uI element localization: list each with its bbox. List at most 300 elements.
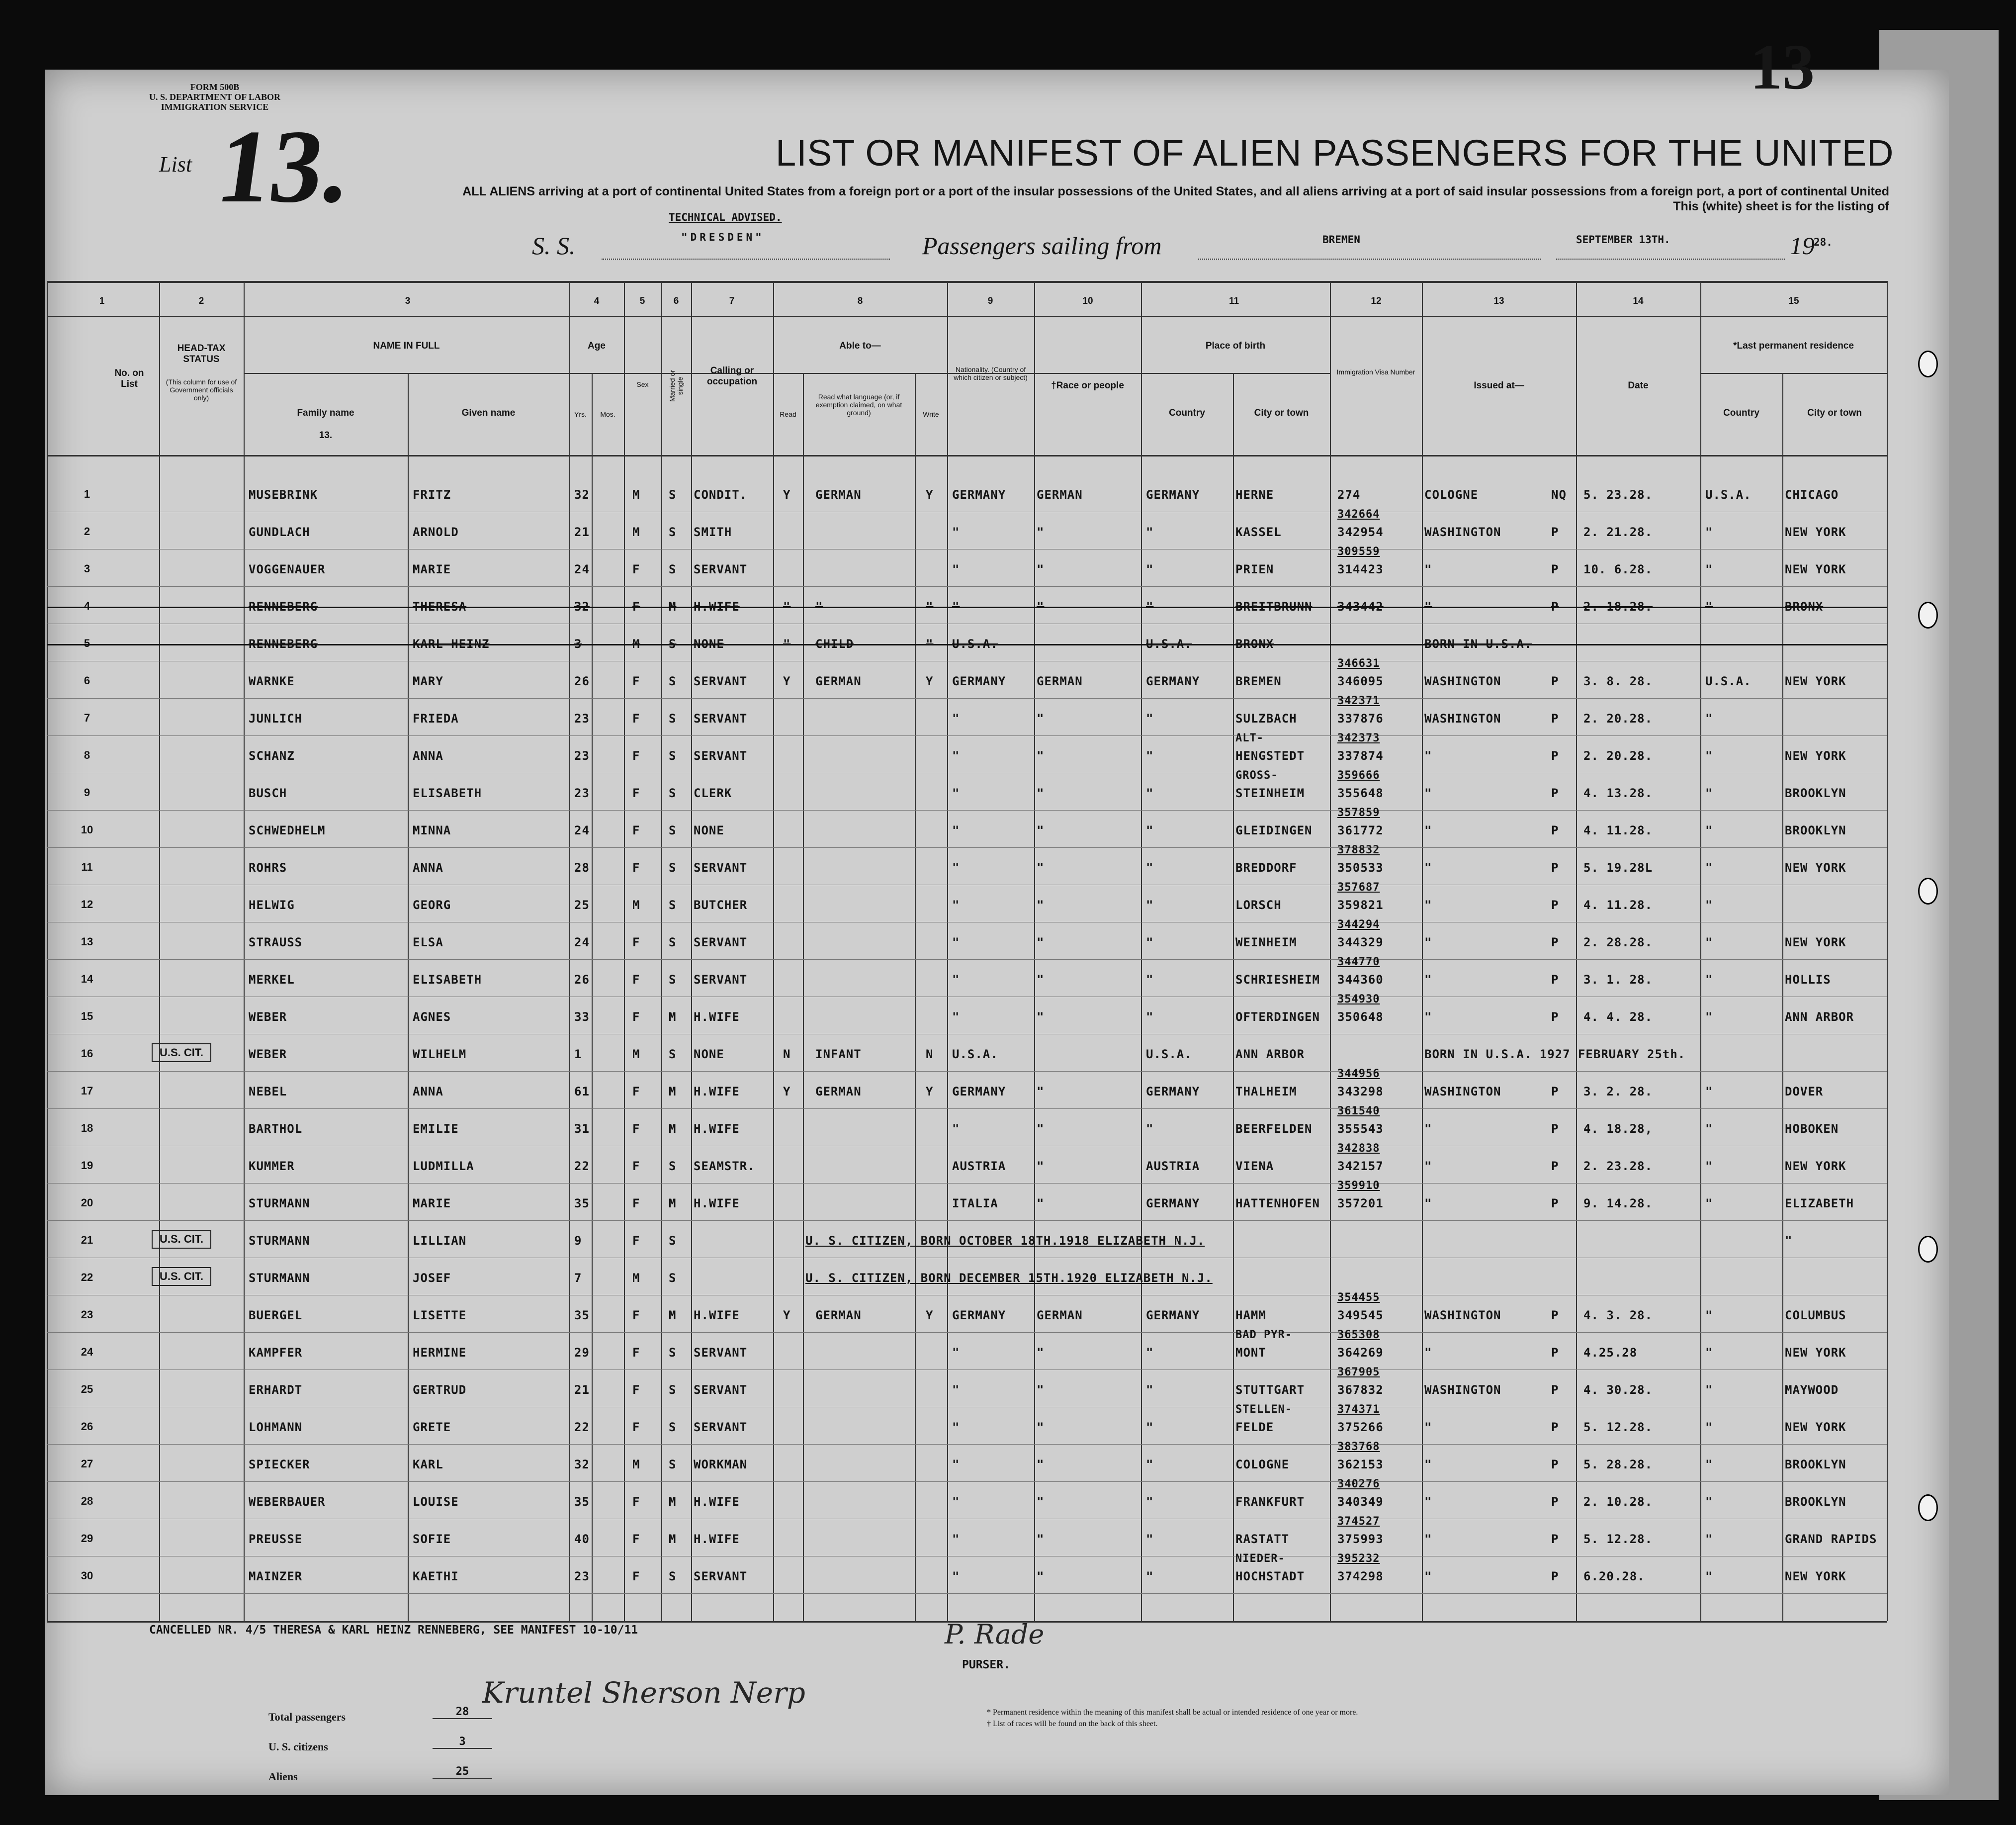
cell-race: GERMAN: [1037, 488, 1083, 502]
hdr-res-city: City or town: [1807, 408, 1862, 418]
cell-calling: H.WIFE: [694, 600, 740, 614]
cell-given: FRITZ: [413, 488, 451, 502]
cell-city: OFTERDINGEN: [1235, 1010, 1320, 1024]
punch-hole: [1918, 602, 1938, 629]
table-row: [47, 475, 1887, 512]
cell-date: 4. 11.28.: [1583, 823, 1653, 837]
res-subheader-rule: [1700, 373, 1887, 374]
cell-ms: M: [669, 1308, 677, 1322]
cell-calling: SERVANT: [694, 861, 748, 875]
colnum: 2: [198, 296, 204, 306]
cell-visa-top: 344294: [1337, 918, 1380, 931]
corner-list-number: 13: [1750, 31, 1815, 103]
cell-read: Y: [783, 1308, 791, 1322]
cell-date: 4. 30.28.: [1583, 1383, 1653, 1397]
port-underline: [1198, 259, 1541, 260]
cell-res-city: BROOKLYN: [1785, 1495, 1846, 1509]
cell-country: ": [1146, 1383, 1154, 1397]
cell-date: 3. 1. 28.: [1583, 973, 1653, 987]
cell-city: VIENA: [1235, 1159, 1274, 1173]
cell-ms: S: [669, 525, 677, 539]
cell-country: ": [1146, 1122, 1154, 1136]
cell-res-city: BRONX: [1785, 600, 1824, 614]
cell-nq: NQ: [1551, 488, 1567, 502]
cell-date: 4. 4. 28.: [1583, 1010, 1653, 1024]
cell-sex: M: [632, 488, 640, 502]
cell-visa: 375266: [1337, 1420, 1384, 1434]
cell-ms: S: [669, 935, 677, 949]
cell-family: PREUSSE: [249, 1532, 303, 1546]
cell-sex: F: [632, 712, 640, 726]
cell-sex: M: [632, 1047, 640, 1061]
cell-nat: ": [952, 1420, 960, 1434]
cell-res-country: ": [1705, 861, 1713, 875]
hdr-nationality: Nationality. (Country of which citizen or subject): [954, 365, 1028, 381]
cell-nq: P: [1551, 1122, 1559, 1136]
cell-visa-top: 346631: [1337, 657, 1380, 670]
cell-date: 4. 3. 28.: [1583, 1308, 1653, 1322]
cell-res-country: ": [1705, 525, 1713, 539]
cell-res-city: ELIZABETH: [1785, 1196, 1854, 1210]
cell-country: ": [1146, 1346, 1154, 1360]
cell-res-country: ": [1705, 1159, 1713, 1173]
cell-date: 2. 21.28.: [1583, 525, 1653, 539]
cell-city: RASTATT: [1235, 1532, 1290, 1546]
cell-visa: 343298: [1337, 1085, 1384, 1098]
table-row: [47, 1068, 1887, 1109]
cell-city: BREMEN: [1235, 674, 1282, 688]
cell-country: U.S.A.: [1146, 1047, 1192, 1061]
cell-ms: S: [669, 1047, 677, 1061]
cell-given: AGNES: [413, 1010, 451, 1024]
hdr-given-name: Given name: [461, 408, 516, 418]
cell-visa: 364269: [1337, 1346, 1384, 1360]
cell-nat: GERMANY: [952, 1308, 1006, 1322]
cell-res-country: ": [1705, 1383, 1713, 1397]
colnum: 12: [1371, 296, 1382, 306]
table-row: [47, 508, 1887, 549]
cell-city-top: NIEDER-: [1235, 1552, 1285, 1565]
cell-res-city: NEW YORK: [1785, 935, 1846, 949]
cell-city: STEINHEIM: [1235, 786, 1305, 800]
cell-write: Y: [926, 1308, 934, 1322]
cell-race: GERMAN: [1037, 1308, 1083, 1322]
cell-nat: ": [952, 935, 960, 949]
cell-lang: GERMAN: [815, 674, 862, 688]
row-number: 6: [84, 674, 90, 687]
birth-subheader-rule: [1141, 373, 1330, 374]
cell-city: SULZBACH: [1235, 712, 1297, 726]
cell-race: ": [1037, 935, 1045, 949]
cancelled-note: CANCELLED NR. 4/5 THERESA & KARL HEINZ RENNEBERG, SEE MANIFEST 10-10/11: [149, 1624, 638, 1637]
cell-city: GLEIDINGEN: [1235, 823, 1313, 837]
cell-res-country: ": [1705, 1346, 1713, 1360]
cell-res-city: DOVER: [1785, 1085, 1824, 1098]
cell-nat: ": [952, 1122, 960, 1136]
cell-family: MAINZER: [249, 1569, 303, 1583]
cell-calling: CLERK: [694, 786, 732, 800]
cell-sex: F: [632, 674, 640, 688]
cell-issued: ": [1424, 1346, 1432, 1360]
cell-ms: S: [669, 1569, 677, 1583]
cell-age: 32: [574, 1458, 590, 1471]
cell-nq: P: [1551, 823, 1559, 837]
colnum: 8: [857, 296, 863, 306]
row-number: 20: [81, 1196, 93, 1209]
row-number: 17: [81, 1085, 93, 1097]
cell-date: 4. 11.28.: [1583, 898, 1653, 912]
cell-lang: ": [815, 600, 823, 614]
cell-res-country: ": [1705, 1010, 1713, 1024]
cell-visa: 346095: [1337, 674, 1384, 688]
cell-sex: M: [632, 637, 640, 651]
cell-nq: P: [1551, 898, 1559, 912]
cell-age: 7: [574, 1271, 582, 1285]
cell-sex: F: [632, 823, 640, 837]
row-number: 16: [81, 1047, 93, 1060]
cell-family: MUSEBRINK: [249, 488, 318, 502]
cell-nq: P: [1551, 600, 1559, 614]
cell-calling: SERVANT: [694, 1346, 748, 1360]
cell-calling: H.WIFE: [694, 1308, 740, 1322]
cell-issued: WASHINGTON: [1424, 674, 1501, 688]
cell-calling: SERVANT: [694, 935, 748, 949]
cell-lang: GERMAN: [815, 488, 862, 502]
cell-issued: ": [1424, 823, 1432, 837]
cell-issued: ": [1424, 1196, 1432, 1210]
cell-city-top: ALT-: [1235, 732, 1264, 744]
cell-nq: P: [1551, 1159, 1559, 1173]
cell-given: THERESA: [413, 600, 467, 614]
cell-visa-top: 367905: [1337, 1366, 1380, 1378]
hdr-sex: Sex: [636, 380, 649, 388]
cell-nq: P: [1551, 1532, 1559, 1546]
cell-country: ": [1146, 749, 1154, 763]
cell-sex: F: [632, 1196, 640, 1210]
us-citizen-stamp: U.S. CIT.: [152, 1230, 211, 1249]
cell-issued: BORN IN U.S.A. 1927 FEBRUARY 25th.: [1424, 1047, 1686, 1061]
row-number: 24: [81, 1346, 93, 1358]
cell-visa: 349545: [1337, 1308, 1384, 1322]
table-row: [47, 1142, 1887, 1184]
cell-family: STURMANN: [249, 1196, 310, 1210]
cell-res-country: ": [1705, 1458, 1713, 1471]
cell-age: 25: [574, 898, 590, 912]
cell-nq: P: [1551, 1196, 1559, 1210]
cell-issued: WASHINGTON: [1424, 525, 1501, 539]
cell-ms: S: [669, 712, 677, 726]
cell-age: 40: [574, 1532, 590, 1546]
total-label: Total passengers: [268, 1711, 346, 1723]
cell-ms: S: [669, 637, 677, 651]
row-number: 1: [84, 488, 90, 500]
cell-res-country: ": [1705, 973, 1713, 987]
table-row: [47, 1329, 1887, 1370]
cell-country: ": [1146, 562, 1154, 576]
cell-family: MERKEL: [249, 973, 295, 987]
cell-ms: S: [669, 749, 677, 763]
table-row: [47, 657, 1887, 699]
cell-visa: 362153: [1337, 1458, 1384, 1471]
citizens-value: 3: [433, 1735, 492, 1749]
cell-date: 3. 8. 28.: [1583, 674, 1653, 688]
cell-issued: ": [1424, 600, 1432, 614]
cell-family: WEBER: [249, 1010, 287, 1024]
cell-family: KAMPFER: [249, 1346, 303, 1360]
cell-country: U.S.A.: [1146, 637, 1192, 651]
cell-race: ": [1037, 1495, 1045, 1509]
cell-res-city: NEW YORK: [1785, 861, 1846, 875]
cell-sex: F: [632, 1010, 640, 1024]
cell-given: WILHELM: [413, 1047, 467, 1061]
cell-issued: ": [1424, 935, 1432, 949]
cell-issued: ": [1424, 749, 1432, 763]
cell-res-city: HOLLIS: [1785, 973, 1831, 987]
cell-issued: ": [1424, 1532, 1432, 1546]
cell-family: RENNEBERG: [249, 600, 318, 614]
cell-res-city: BROOKLYN: [1785, 786, 1846, 800]
cell-family: ERHARDT: [249, 1383, 303, 1397]
hdr-city: City or town: [1254, 408, 1309, 418]
table-row: [47, 695, 1887, 736]
cell-country: GERMANY: [1146, 488, 1200, 502]
cell-given: ANNA: [413, 749, 443, 763]
cell-visa: 357201: [1337, 1196, 1384, 1210]
cell-race: ": [1037, 1420, 1045, 1434]
cell-given: GEORG: [413, 898, 451, 912]
row-number: 29: [81, 1532, 93, 1545]
cell-sex: F: [632, 1159, 640, 1173]
cell-sex: F: [632, 1495, 640, 1509]
cell-issued: WASHINGTON: [1424, 1308, 1501, 1322]
colnum: 15: [1788, 296, 1799, 306]
cell-issued: WASHINGTON: [1424, 1085, 1501, 1098]
cell-ms: M: [669, 1495, 677, 1509]
cell-nat: GERMANY: [952, 674, 1006, 688]
cell-age: 32: [574, 488, 590, 502]
cell-race: ": [1037, 1532, 1045, 1546]
cell-res-country: ": [1705, 823, 1713, 837]
cell-sex: F: [632, 786, 640, 800]
hdr-family-name: Family name: [297, 408, 354, 418]
cell-given: ANNA: [413, 1085, 443, 1098]
table-row: [47, 1105, 1887, 1146]
cell-city: BREDDORF: [1235, 861, 1297, 875]
cell-sex: M: [632, 898, 640, 912]
punch-hole: [1918, 1494, 1938, 1521]
aliens-label: Aliens: [268, 1770, 298, 1783]
cell-family: STRAUSS: [249, 935, 303, 949]
cell-family: BUSCH: [249, 786, 287, 800]
cell-calling: H.WIFE: [694, 1085, 740, 1098]
colnum: 13: [1493, 296, 1504, 306]
cell-city-top: STELLEN-: [1235, 1403, 1292, 1416]
cell-family: STURMANN: [249, 1234, 310, 1248]
cell-given: LUDMILLA: [413, 1159, 474, 1173]
cell-date: 5. 23.28.: [1583, 488, 1653, 502]
cell-ms: M: [669, 1532, 677, 1546]
cell-sex: F: [632, 749, 640, 763]
cell-res-city: NEW YORK: [1785, 1420, 1846, 1434]
cell-city-top: GROSS-: [1235, 769, 1278, 782]
citizen-note: U. S. CITIZEN, BORN DECEMBER 15TH.1920 ELIZABETH N.J.: [805, 1271, 1213, 1285]
cell-ms: S: [669, 786, 677, 800]
cell-res-country: ": [1705, 1532, 1713, 1546]
cell-issued: ": [1424, 898, 1432, 912]
cell-date: 2. 28.28.: [1583, 935, 1653, 949]
cell-calling: WORKMAN: [694, 1458, 748, 1471]
cell-nq: P: [1551, 786, 1559, 800]
cell-lang: INFANT: [815, 1047, 862, 1061]
cell-nq: P: [1551, 1383, 1559, 1397]
table-row: [47, 1221, 1887, 1258]
cell-res-city: NEW YORK: [1785, 674, 1846, 688]
cell-visa-top: 365308: [1337, 1329, 1380, 1341]
cell-nq: P: [1551, 1420, 1559, 1434]
cell-ms: S: [669, 973, 677, 987]
cell-given: LISETTE: [413, 1308, 467, 1322]
hdr-place-of-birth: Place of birth: [1205, 341, 1266, 351]
cell-nq: P: [1551, 1085, 1559, 1098]
hdr-head-tax: HEAD-TAX STATUS: [177, 343, 226, 365]
cell-country: ": [1146, 712, 1154, 726]
cell-nq: P: [1551, 973, 1559, 987]
cell-country: ": [1146, 786, 1154, 800]
cell-race: ": [1037, 1122, 1045, 1136]
table-row: [47, 1478, 1887, 1519]
cell-ms: S: [669, 1271, 677, 1285]
cell-date: 5. 19.28L: [1583, 861, 1653, 875]
row-number: 10: [81, 823, 93, 836]
cell-issued: COLOGNE: [1424, 488, 1479, 502]
cell-ms: S: [669, 898, 677, 912]
cell-age: 21: [574, 1383, 590, 1397]
cell-visa-top: 361540: [1337, 1105, 1380, 1117]
colnum: 7: [729, 296, 735, 306]
header-bottom-rule: [47, 455, 1887, 456]
cell-nat: ": [952, 600, 960, 614]
cell-read: ": [783, 637, 791, 651]
cell-calling: NONE: [694, 823, 724, 837]
cell-sex: F: [632, 973, 640, 987]
cell-age: 61: [574, 1085, 590, 1098]
cell-sex: F: [632, 1532, 640, 1546]
row-number: 23: [81, 1308, 93, 1321]
cell-visa: 361772: [1337, 823, 1384, 837]
cell-calling: SERVANT: [694, 973, 748, 987]
cell-country: ": [1146, 1532, 1154, 1546]
cell-city: KASSEL: [1235, 525, 1282, 539]
cell-country: ": [1146, 861, 1154, 875]
cell-read: Y: [783, 488, 791, 502]
cell-given: MARIE: [413, 562, 451, 576]
row-number: 25: [81, 1383, 93, 1395]
cell-res-city: NEW YORK: [1785, 1569, 1846, 1583]
row-number: 13: [81, 935, 93, 948]
cell-nq: P: [1551, 749, 1559, 763]
cell-age: 23: [574, 786, 590, 800]
cell-nat: ": [952, 1495, 960, 1509]
cell-family: BARTHOL: [249, 1122, 303, 1136]
cell-res-city: NEW YORK: [1785, 1159, 1846, 1173]
cell-nat: ": [952, 1383, 960, 1397]
year-suffix: 28.: [1814, 236, 1833, 248]
cell-city: STUTTGART: [1235, 1383, 1305, 1397]
cell-country: GERMANY: [1146, 674, 1200, 688]
cell-date: 10. 6.28.: [1583, 562, 1653, 576]
cell-visa: 350533: [1337, 861, 1384, 875]
cell-city: WEINHEIM: [1235, 935, 1297, 949]
cell-res-city: MAYWOOD: [1785, 1383, 1839, 1397]
cell-lang: CHILD: [815, 637, 854, 651]
table-row: [47, 1258, 1887, 1295]
cell-nq: P: [1551, 562, 1559, 576]
cell-nat: ": [952, 861, 960, 875]
hdr-family-sub: 13.: [319, 430, 333, 441]
page-title: LIST OR MANIFEST OF ALIEN PASSENGERS FOR THE UNITED: [776, 132, 1894, 174]
cell-issued: ": [1424, 1569, 1432, 1583]
cell-calling: H.WIFE: [694, 1495, 740, 1509]
hdr-visa: Immigration Visa Number: [1336, 368, 1415, 376]
cell-given: ELISABETH: [413, 973, 482, 987]
cell-nq: P: [1551, 935, 1559, 949]
cell-race: ": [1037, 600, 1045, 614]
cell-write: ": [926, 637, 934, 651]
cell-lang: GERMAN: [815, 1308, 862, 1322]
cell-date: 3. 2. 28.: [1583, 1085, 1653, 1098]
cell-date: 9. 14.28.: [1583, 1196, 1653, 1210]
cell-race: ": [1037, 973, 1045, 987]
departure-port: BREMEN: [1322, 234, 1360, 246]
row-number: 26: [81, 1420, 93, 1433]
cell-nat: ": [952, 525, 960, 539]
cell-visa: 359821: [1337, 898, 1384, 912]
cell-date: 2. 18.28.: [1583, 600, 1653, 614]
colnum: 4: [594, 296, 600, 306]
ship-underline: [602, 259, 890, 260]
cell-city: MONT: [1235, 1346, 1266, 1360]
colnum: 5: [639, 296, 645, 306]
us-citizen-stamp: U.S. CIT.: [152, 1043, 211, 1062]
cell-race: ": [1037, 712, 1045, 726]
row-number: 8: [84, 749, 90, 761]
cell-nq: P: [1551, 712, 1559, 726]
colnum: 3: [405, 296, 411, 306]
cell-nat: ITALIA: [952, 1196, 998, 1210]
hdr-race: †Race or people: [1051, 380, 1124, 391]
cell-given: ELISABETH: [413, 786, 482, 800]
cell-res-city: CHICAGO: [1785, 488, 1839, 502]
residence-footnote: * Permanent residence within the meaning of this manifest shall be actual or intended residence of one year or more.: [987, 1708, 1358, 1717]
cell-ms: M: [669, 1196, 677, 1210]
cell-issued: ": [1424, 786, 1432, 800]
hdr-married: Married or single: [668, 370, 684, 402]
cell-issued: BORN IN U.S.A.: [1424, 637, 1532, 651]
cell-age: 3: [574, 637, 582, 651]
colnum-rule: [47, 316, 1887, 317]
cell-family: WARNKE: [249, 674, 295, 688]
cell-nq: P: [1551, 1569, 1559, 1583]
list-label: List: [159, 152, 192, 177]
cell-visa-top: 342371: [1337, 695, 1380, 707]
cell-lang: GERMAN: [815, 1085, 862, 1098]
cell-family: WEBERBAUER: [249, 1495, 326, 1509]
table-row: [47, 993, 1887, 1034]
cell-age: 24: [574, 562, 590, 576]
purser-signature: P. Rade: [945, 1619, 1045, 1650]
colnum: 9: [987, 296, 993, 306]
cell-age: 9: [574, 1234, 582, 1248]
